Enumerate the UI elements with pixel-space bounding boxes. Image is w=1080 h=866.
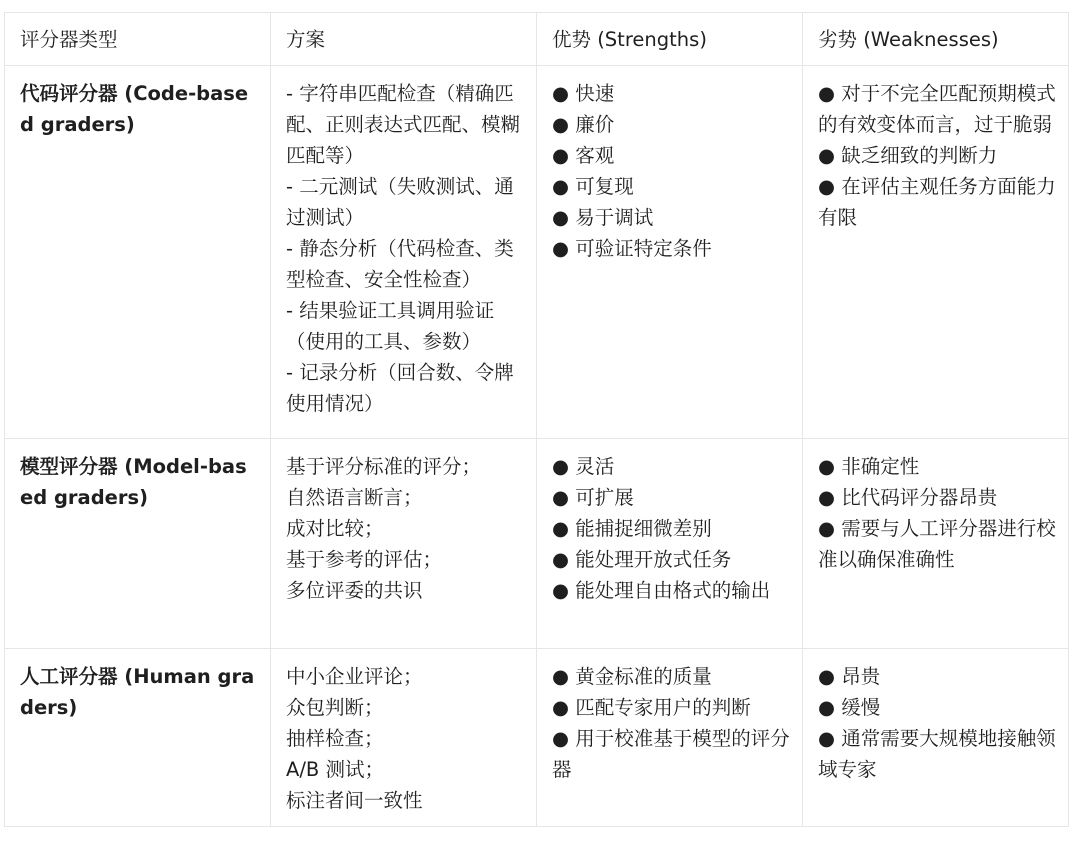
table-row <box>5 66 1069 439</box>
approach-item: 标注者间一致性 <box>286 789 423 812</box>
header-grader-type: 评分器类型 <box>5 13 271 66</box>
strengths-cell <box>537 66 803 439</box>
approach-item: - 字符串匹配检查（精确匹配、正则表达式匹配、模糊匹配等） <box>286 82 521 167</box>
weakness-item: ● 在评估主观任务方面能力有限 <box>818 175 1056 229</box>
grader-type-cell <box>5 66 271 439</box>
strength-item: ● 灵活 <box>552 455 615 478</box>
approach-item: 众包判断； <box>286 696 384 719</box>
weaknesses-cell <box>803 439 1069 649</box>
approach-item: A/B 测试； <box>286 758 384 781</box>
weakness-item: ● 缓慢 <box>818 696 881 719</box>
header-weaknesses: 劣势 (Weaknesses) <box>803 13 1069 66</box>
approach-cell <box>271 66 537 439</box>
strength-item: ● 匹配专家用户的判断 <box>552 696 751 719</box>
header-strengths: 优势 (Strengths) <box>537 13 803 66</box>
header-approach: 方案 <box>271 13 537 66</box>
table-header <box>5 13 1069 66</box>
approach-item: - 记录分析（回合数、令牌使用情况） <box>286 361 514 415</box>
weakness-item: ● 昂贵 <box>818 665 881 688</box>
strength-item: ● 能捕捉细微差别 <box>552 517 712 540</box>
grader-type-name: 代码评分器 (Code-based graders) <box>20 82 249 136</box>
weakness-item: ● 比代码评分器昂贵 <box>818 486 998 509</box>
table-body <box>5 66 1069 827</box>
approach-cell <box>271 439 537 649</box>
grader-type-cell <box>5 439 271 649</box>
approach-item: 基于评分标准的评分； <box>286 455 482 478</box>
strength-item: ● 快速 <box>552 82 615 105</box>
approach-item: 抽样检查； <box>286 727 384 750</box>
approach-item: 基于参考的评估； <box>286 548 443 571</box>
weakness-item: ● 缺乏细致的判断力 <box>818 144 998 167</box>
weakness-item: ● 需要与人工评分器进行校准以确保准确性 <box>818 517 1056 571</box>
header-row <box>5 13 1069 66</box>
weaknesses-cell <box>803 66 1069 439</box>
approach-item: 成对比较； <box>286 517 384 540</box>
grader-type-cell <box>5 649 271 827</box>
strengths-cell <box>537 439 803 649</box>
strength-item: ● 用于校准基于模型的评分器 <box>552 727 790 781</box>
approach-cell <box>271 649 537 827</box>
strength-item: ● 可扩展 <box>552 486 634 509</box>
grader-type-name: 人工评分器 (Human graders) <box>20 665 255 719</box>
approach-item: - 二元测试（失败测试、通过测试） <box>286 175 514 229</box>
approach-item: 自然语言断言； <box>286 486 423 509</box>
table-row <box>5 649 1069 827</box>
strength-item: ● 能处理开放式任务 <box>552 548 732 571</box>
table-row <box>5 439 1069 649</box>
weakness-item: ● 非确定性 <box>818 455 920 478</box>
strength-item: ● 易于调试 <box>552 206 654 229</box>
strengths-cell <box>537 649 803 827</box>
approach-item: 中小企业评论； <box>286 665 423 688</box>
weaknesses-cell <box>803 649 1069 827</box>
grader-type-name: 模型评分器 (Model-based graders) <box>20 455 247 509</box>
strength-item: ● 黄金标准的质量 <box>552 665 712 688</box>
grader-comparison-table <box>4 12 1069 827</box>
strength-item: ● 可复现 <box>552 175 634 198</box>
strength-item: ● 可验证特定条件 <box>552 237 712 260</box>
strength-item: ● 客观 <box>552 144 615 167</box>
weakness-item: ● 对于不完全匹配预期模式的有效变体而言，过于脆弱 <box>818 82 1056 136</box>
approach-item: - 静态分析（代码检查、类型检查、安全性检查） <box>286 237 514 291</box>
weakness-item: ● 通常需要大规模地接触领域专家 <box>818 727 1056 781</box>
approach-item: 多位评委的共识 <box>286 579 423 602</box>
approach-item: - 结果验证工具调用验证（使用的工具、参数） <box>286 299 495 353</box>
strength-item: ● 廉价 <box>552 113 615 136</box>
strength-item: ● 能处理自由格式的输出 <box>552 579 771 602</box>
